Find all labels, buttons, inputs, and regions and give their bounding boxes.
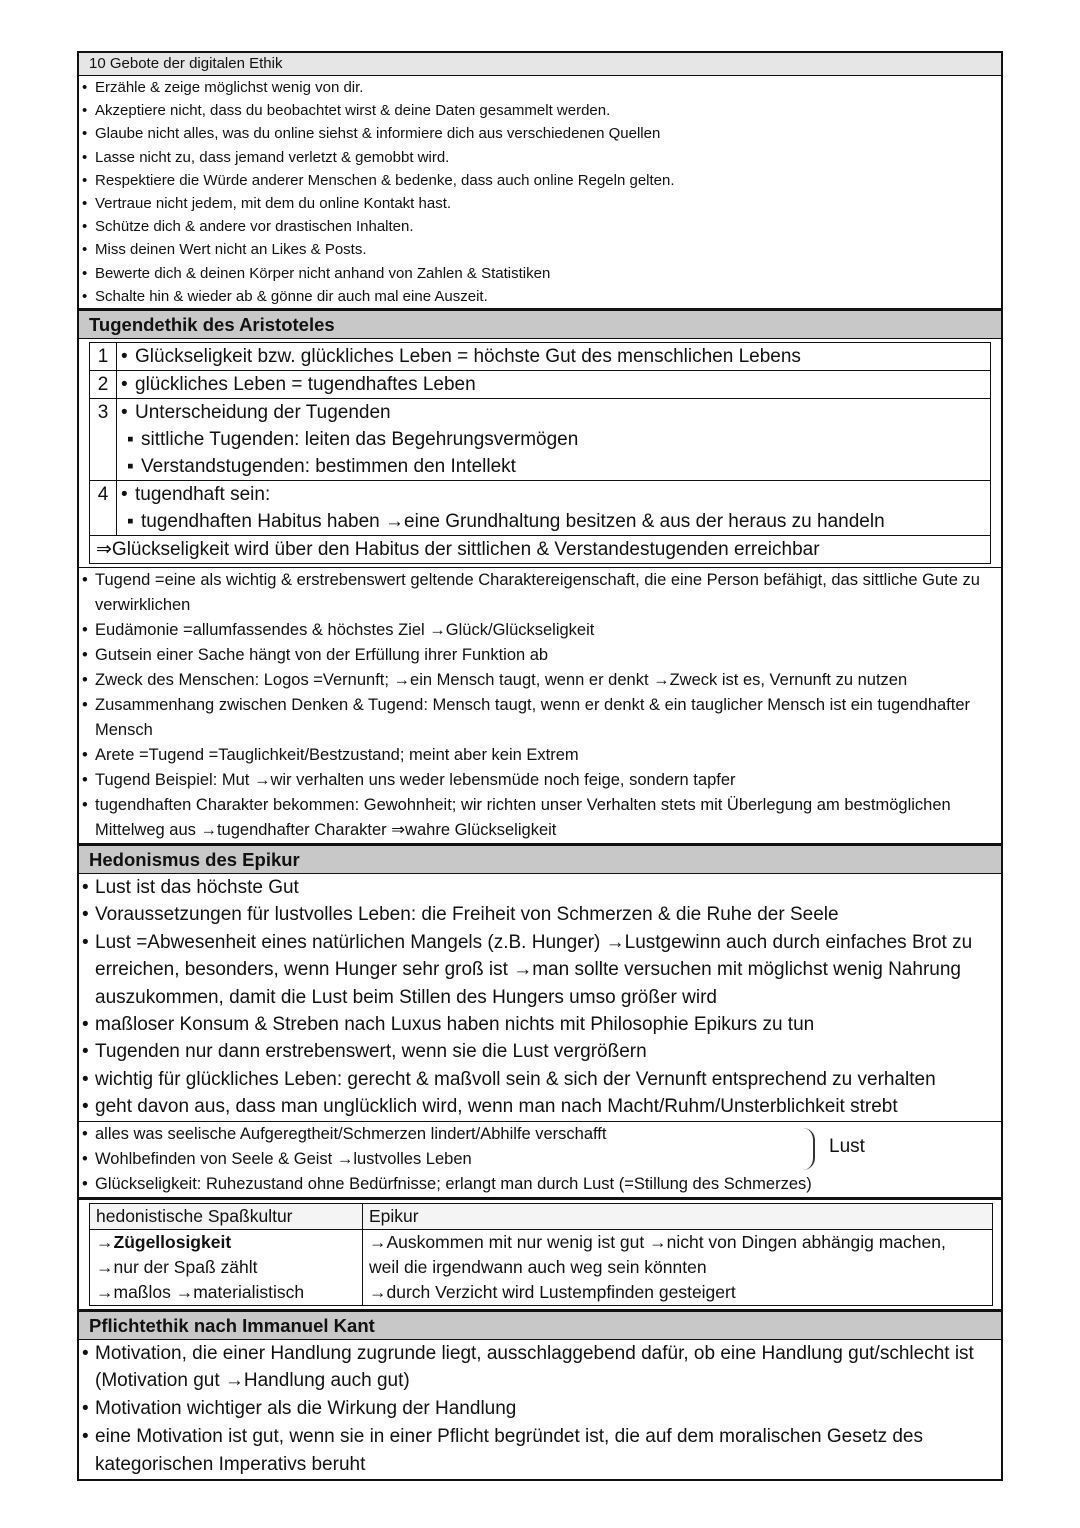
summary-sheet xyxy=(77,51,1003,1481)
list-item: • wichtig für glückliches Leben: gerecht & maßvoll sein & sich der Vernunft entsprechend zu verhalten xyxy=(79,1066,1001,1093)
kant-list xyxy=(79,1340,1001,1479)
ethics-title: 10 Gebote der digitalen Ethik xyxy=(79,53,1001,76)
kant-title: Pflichtethik nach Immanuel Kant xyxy=(79,1312,1001,1340)
epikur-list xyxy=(79,874,1001,1121)
list-item: • Motivation, die einer Handlung zugrunde liegt, ausschlaggebend dafür, ob eine Handlung gut/schlecht ist (Motivation gut →Handlung auch gut) xyxy=(79,1340,1001,1396)
epikur-section xyxy=(79,843,1001,1306)
row-text: • Glückseligkeit bzw. glückliches Leben = höchste Gut des menschlichen Lebens xyxy=(121,343,990,370)
row-number: 3 xyxy=(90,399,117,480)
table-cell xyxy=(363,1229,993,1305)
list-item: • maßloser Konsum & Streben nach Luxus haben nichts mit Philosophie Epikurs zu tun xyxy=(79,1011,1001,1038)
comparison-table xyxy=(89,1203,993,1306)
list-item: • alles was seelische Aufgeregtheit/Schmerzen lindert/Abhilfe verschafft xyxy=(79,1122,1001,1147)
row-number: 4 xyxy=(90,481,117,535)
cell-line: →durch Verzicht wird Lustempfinden gesteigert xyxy=(369,1281,736,1302)
table-row xyxy=(90,1203,993,1229)
aristoteles-title: Tugendethik des Aristoteles xyxy=(79,311,1001,339)
list-item: • Motivation wichtiger als die Wirkung der Handlung xyxy=(79,1395,1001,1423)
list-item: • Glückseligkeit: Ruhezustand ohne Bedürfnisse; erlangt man durch Lust (=Stillung des Schmerzes) xyxy=(79,1172,1001,1197)
list-item: • Zusammenhang zwischen Denken & Tugend: Mensch taugt, wenn er denkt & ein tauglicher Mensch ist ein tugendhafter Mensch xyxy=(79,693,1001,743)
aristoteles-list xyxy=(79,568,1001,843)
lust-list xyxy=(79,1122,1001,1197)
cell-line: →Auskommen mit nur wenig ist gut →nicht von Dingen abhängig machen, xyxy=(369,1231,946,1252)
row-text: • Unterscheidung der Tugenden xyxy=(121,399,990,426)
row-number: 1 xyxy=(90,343,117,370)
list-item: • eine Motivation ist gut, wenn sie in einer Pflicht begründet ist, die auf dem moralischen Gesetz des kategorischen Imperativs beruht xyxy=(79,1423,1001,1479)
table-cell xyxy=(90,1229,363,1305)
list-item: • Akzeptiere nicht, dass du beobachtet wirst & deine Daten gesammelt werden. xyxy=(79,99,1001,122)
list-item: • Bewerte dich & deinen Körper nicht anhand von Zahlen & Statistiken xyxy=(79,262,1001,285)
list-item: • Lust ist das höchste Gut xyxy=(79,874,1001,901)
list-item: • Zweck des Menschen: Logos =Vernunft; →ein Mensch taugt, wenn er denkt →Zweck ist es, Vernunft zu nutzen xyxy=(79,668,1001,693)
table-row xyxy=(90,371,990,399)
lust-label: Lust xyxy=(829,1135,865,1157)
table-row xyxy=(90,481,990,536)
aristoteles-conclusion: ⇒Glückseligkeit wird über den Habitus der sittlichen & Verstandestugenden erreichbar xyxy=(96,539,820,561)
cell-line: →Zügellosigkeit xyxy=(96,1231,232,1252)
column-header: Epikur xyxy=(363,1203,993,1229)
list-item: • Glaube nicht alles, was du online siehst & informiere dich aus verschiedenen Quellen xyxy=(79,122,1001,145)
cell-line: weil die irgendwann auch weg sein könnten xyxy=(369,1256,707,1277)
list-item: • Schalte hin & wieder ab & gönne dir auch mal eine Auszeit. xyxy=(79,285,1001,308)
cell-line: →maßlos →materialistisch xyxy=(96,1281,305,1302)
lust-group xyxy=(79,1121,1001,1197)
row-number: 2 xyxy=(90,371,117,398)
list-item: • tugendhaften Charakter bekommen: Gewohnheit; wir richten unser Verhalten stets mit Überlegung am bestmöglichen Mittelweg aus →tugendhafter Charakter ⇒wahre Glückseligkeit xyxy=(79,793,1001,843)
row-subitem: ▪ tugendhaften Habitus haben →eine Grundhaltung besitzen & aus der heraus zu handeln xyxy=(121,508,990,535)
list-item: • Eudämonie =allumfassendes & höchstes Ziel →Glück/Glückseligkeit xyxy=(79,618,1001,643)
row-subitem: ▪ sittliche Tugenden: leiten das Begehrungsvermögen xyxy=(121,426,990,453)
list-item: • Wohlbefinden von Seele & Geist →lustvolles Leben xyxy=(79,1147,1001,1172)
list-item: • geht davon aus, dass man unglücklich wird, wenn man nach Macht/Ruhm/Unsterblichkeit strebt xyxy=(79,1093,1001,1120)
list-item: • Lust =Abwesenheit eines natürlichen Mangels (z.B. Hunger) →Lustgewinn auch durch einfaches Brot zu erreichen, besonders, wenn Hunger sehr groß ist →man sollte versuchen mit möglichst wenig Nahrung auszukommen, damit die Lust beim Stillen des Hungers umso größer wird xyxy=(79,929,1001,1011)
row-text: • glückliches Leben = tugendhaftes Leben xyxy=(121,371,990,398)
list-item: • Erzähle & zeige möglichst wenig von dir. xyxy=(79,76,1001,99)
aristoteles-numbered-table xyxy=(89,342,991,564)
list-item: • Respektiere die Würde anderer Menschen & bedenke, dass auch online Regeln gelten. xyxy=(79,169,1001,192)
row-text: • tugendhaft sein: xyxy=(121,481,990,508)
list-item: • Arete =Tugend =Tauglichkeit/Bestzustand; meint aber kein Extrem xyxy=(79,743,1001,768)
list-item: • Miss deinen Wert nicht an Likes & Posts. xyxy=(79,238,1001,261)
column-header: hedonistische Spaßkultur xyxy=(90,1203,363,1229)
list-item: • Schütze dich & andere vor drastischen Inhalten. xyxy=(79,215,1001,238)
kant-section xyxy=(79,1309,1001,1479)
list-item: • Tugend Beispiel: Mut →wir verhalten uns weder lebensmüde noch feige, sondern tapfer xyxy=(79,768,1001,793)
curly-brace-icon xyxy=(803,1128,815,1170)
table-row xyxy=(90,343,990,371)
list-item: • Lasse nicht zu, dass jemand verletzt & gemobbt wird. xyxy=(79,146,1001,169)
list-item: • Voraussetzungen für lustvolles Leben: die Freiheit von Schmerzen & die Ruhe der Seele xyxy=(79,901,1001,928)
cell-line: →nur der Spaß zählt xyxy=(96,1256,258,1277)
aristoteles-section xyxy=(79,308,1001,843)
epikur-title: Hedonismus des Epikur xyxy=(79,846,1001,874)
list-item: • Tugenden nur dann erstrebenswert, wenn sie die Lust vergrößern xyxy=(79,1038,1001,1065)
table-row xyxy=(90,399,990,481)
ethics-list xyxy=(79,76,1001,308)
row-subitem: ▪ Verstandstugenden: bestimmen den Intellekt xyxy=(121,453,990,480)
list-item: • Vertraue nicht jedem, mit dem du online Kontakt hast. xyxy=(79,192,1001,215)
list-item: • Tugend =eine als wichtig & erstrebenswert geltende Charaktereigenschaft, die eine Person befähigt, das sittliche Gute zu verwirklichen xyxy=(79,568,1001,618)
list-item: • Gutsein einer Sache hängt von der Erfüllung ihrer Funktion ab xyxy=(79,643,1001,668)
table-row xyxy=(90,1229,993,1305)
